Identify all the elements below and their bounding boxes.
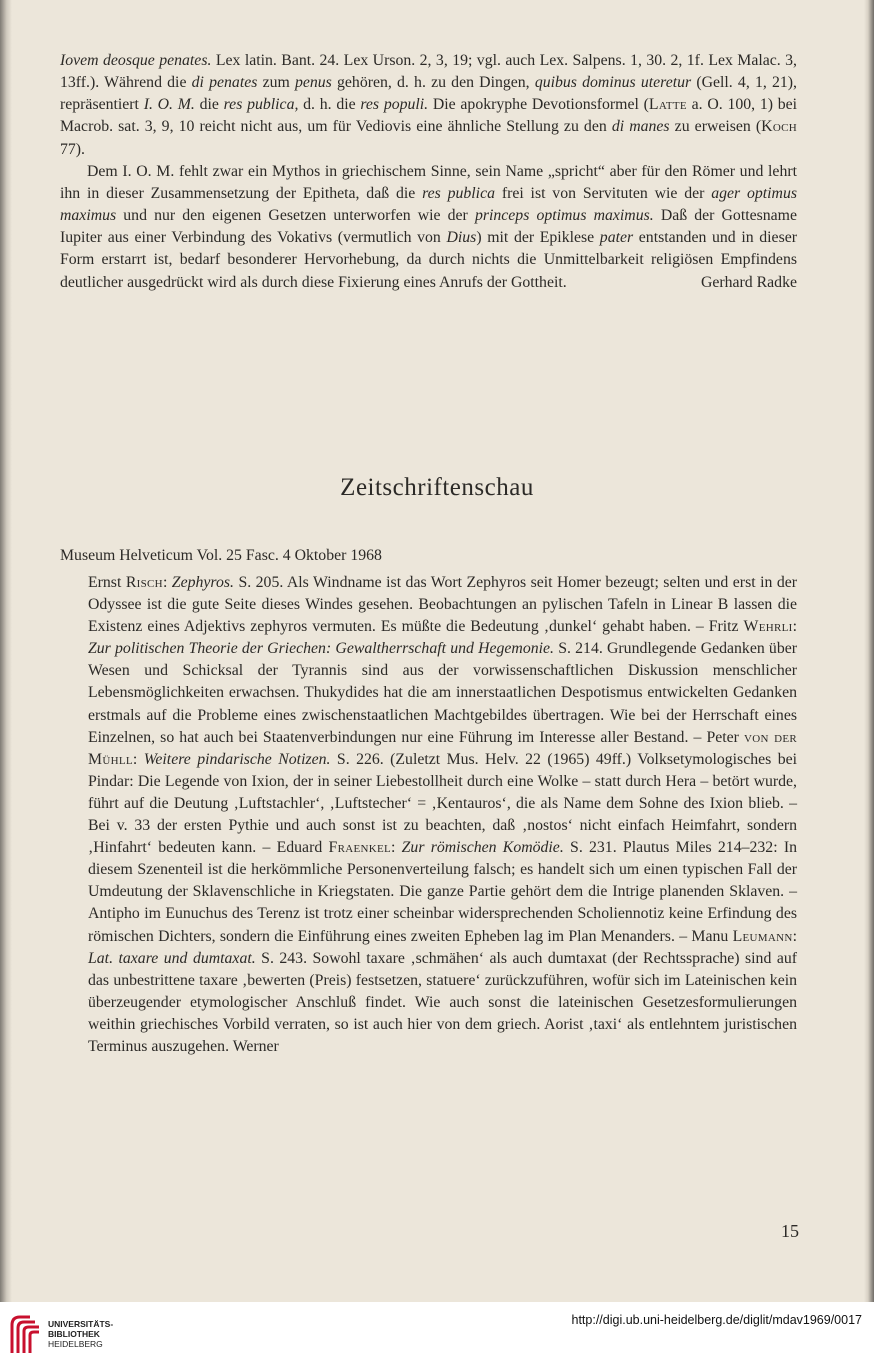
italic-term: princeps optimus maximus. (474, 207, 654, 225)
library-logo-icon[interactable] (9, 1313, 41, 1355)
italic-term: Dius (446, 229, 477, 247)
text-run: Dem I. O. M. fehlt zwar ein Mythos in griechischem Sinne, sein Name „spricht“ aber für den Römer und lehrt ihn in dieser Zusammensetzung der Epitheta, daß die (60, 162, 797, 202)
author-name: Risch (125, 574, 163, 591)
text-run: Ernst (88, 574, 126, 591)
italic-term: di manes (611, 118, 670, 136)
text-run: zu erweisen ( (669, 118, 762, 136)
author-name: Leumann (732, 927, 793, 945)
library-logo-text[interactable] (48, 1319, 113, 1349)
text-run: Die apokryphe Devotionsformel ( (428, 96, 649, 114)
digitization-footer (0, 1302, 874, 1365)
text-run: S. 243. Sowohl taxare ‚schmähen‘ als auch dumtaxat (der Rechtssprache) sind auf das unbestrittene taxare ‚bewerten (Preis) festsetzen, statuere‘ zurückzuführen, wofür sich im Lateinischen kein überzeugender etymologischer Anschluß findet. Wie auch sonst die lateinischen Gesetzesformulierungen weithin griechisches Vorbild verraten, so ist auch hier von dem griech. Aorist ‚taxi‘ als entlehntem juristischen Terminus auszugehen. (88, 949, 797, 1055)
italic-term: res publica, (223, 96, 299, 114)
paragraph-iupiter (60, 161, 797, 294)
author-name: von der Mühll (88, 728, 797, 768)
text-run: a. O. 100, 1) bei Macrob. sat. 3, 9, 10 reicht nicht aus, um für Vediovis eine ähnliche Stellung zu den (60, 96, 798, 136)
italic-term: res publica (422, 184, 495, 202)
italic-term: di penates (191, 74, 258, 92)
text-run: Lex latin. Bant. 24. Lex Urson. 2, 3, 19; vgl. auch Lex. Salpens. 1, 30. 2, 1f. Lex Malac. 3, 13ff.). Während die (60, 52, 797, 92)
text-run: ) mit der Epiklese (476, 229, 600, 247)
text-run: zum (257, 74, 295, 92)
review-paragraph (88, 572, 797, 1058)
author-name: Fraenkel (328, 839, 391, 857)
author-name: Koch (761, 118, 798, 136)
text-run: d. h. die (298, 96, 361, 114)
page-number: 15 (781, 1221, 799, 1241)
text-run: S. 214. Grundlegende Gedanken über Wesen und Schicksal der Tyrannis sind aus der vorwissenschaftlichen Diskussion menschlicher Lebensmöglichkeiten erwachsen. Thukydides hat die am innerstaatlichen Despotismus entwickelten Gedanken erstmals auf die Probleme eines zwischenstaatlichen Machtgebildes übertragen. Wie bei der Herrschaft eines Einzelnen, so hat auch bei Staatenverbindungen nur eine Führung im Interesse aller Bestand. – Peter (88, 640, 798, 746)
italic-term: penus (294, 74, 332, 92)
italic-term: pater (599, 229, 634, 247)
text-run: Werner (229, 1037, 279, 1055)
article-title: Weitere pindarische Notizen. (143, 750, 331, 768)
text-run: Daß der Gottesname Iupiter aus einer Verbindung des Vokativs (vermutlich von (60, 207, 797, 247)
text-run: : (792, 618, 797, 636)
text-run: S. 231. Plautus Miles 214–232: In diesem Szenenteil ist die herkömmliche Personenverteilung falsch; es handelt sich um einen typischen Fall der Umdeutung der Sklavenschliche in Kriegstaten. Die ganze Partie gehört dem die Intrige planenden Sklaven. – Antipho im Eunuchus des Terenz ist trotz einer scheinbar widersprechenden Scholiennotiz keine Erfindung des römischen Dichters, sondern die Einführung eines zweiten Epheben lag im Plan Menanders. – Manu (88, 839, 797, 945)
italic-term: res populi. (360, 96, 429, 114)
review-text (88, 572, 797, 1058)
opening-text (60, 50, 797, 294)
section-title: Zeitschriftenschau (340, 474, 534, 501)
logo-line: UNIVERSITÄTS- (48, 1319, 114, 1329)
paragraph-penates (60, 50, 797, 161)
text-run: : (132, 750, 144, 768)
text-run: : (792, 927, 797, 945)
author-signature: Gerhard Radke (700, 273, 797, 291)
text-run: S. 226. (Zuletzt Mus. Helv. 22 (1965) 49ff.) Volksetymologisches bei Pindar: Die Legende von Ixion, der in seiner Liebestollheit durch eine Wolke – statt durch Hera – betört wurde, führt auf die Deutung ‚Luftstachler‘, ‚Luftstecher‘ = ‚Kentauros‘, die als Name dem Sohne des Ixion blieb. – Bei v. 33 der ersten Pythie und auch sonst ist zu beachten, daß ‚nostos‘ nicht einfach Heimfahrt, sondern ‚Hinfahrt‘ bedeuten kann. – Eduard (88, 750, 797, 857)
text-run: : (162, 574, 172, 591)
text-run: S. 205. Als Windname ist das Wort Zephyros seit Homer bezeugt; selten und erst in der Odyssee ist die gute Seite dieses Windes gesehen. Beobachtungen an pylischen Tafeln in Linear B lassen die Existenz eines Adjektivs zephyros vermuten. Es müßte die Bedeutung ‚dunkel‘ gehabt haben. – Fritz (88, 574, 797, 636)
article-title: Zephyros. (171, 574, 234, 591)
text-run: 77). (60, 140, 86, 158)
text-run: (Gell. 4, 1, 21), repräsentiert (60, 74, 797, 114)
italic-term: Iovem deosque penates. (60, 52, 212, 69)
italic-term: I. O. M. (143, 96, 195, 114)
article-title: Zur römischen Komödie. (401, 839, 564, 857)
text-run: entstanden und in dieser Form erstarrt ist, bedarf besonderer Hervorhebung, da durch nichts die Unmittelbarkeit religiösen Empfindens deutlicher ausgedrückt wird als durch diese Fixierung eines Anrufs der Gottheit. (60, 229, 797, 291)
text-run: gehören, d. h. zu den Dingen, (331, 74, 535, 92)
text-run: : (391, 839, 402, 857)
logo-line: HEIDELBERG (48, 1339, 103, 1349)
text-run: die (194, 96, 224, 114)
author-name: Latte (648, 96, 687, 114)
text-run: und nur den eigenen Gesetzen unterworfen wie der (116, 207, 475, 225)
text-run: frei ist von Servituten wie der (495, 184, 712, 202)
article-title: Lat. taxare und dumtaxat. (88, 949, 256, 967)
author-name: Wehrli (743, 618, 793, 636)
italic-term: quibus dominus uteretur (534, 74, 692, 92)
logo-line: BIBLIOTHEK (48, 1329, 100, 1339)
article-title: Zur politischen Theorie der Griechen: Gewaltherrschaft und Hegemonie. (88, 640, 554, 658)
journal-heading: Museum Helveticum Vol. 25 Fasc. 4 Oktober 1968 (60, 547, 382, 564)
source-url-link[interactable]: http://digi.ub.uni-heidelberg.de/diglit/mdav1969/0017 (571, 1313, 862, 1327)
italic-term: ager optimus maximus (60, 184, 798, 225)
